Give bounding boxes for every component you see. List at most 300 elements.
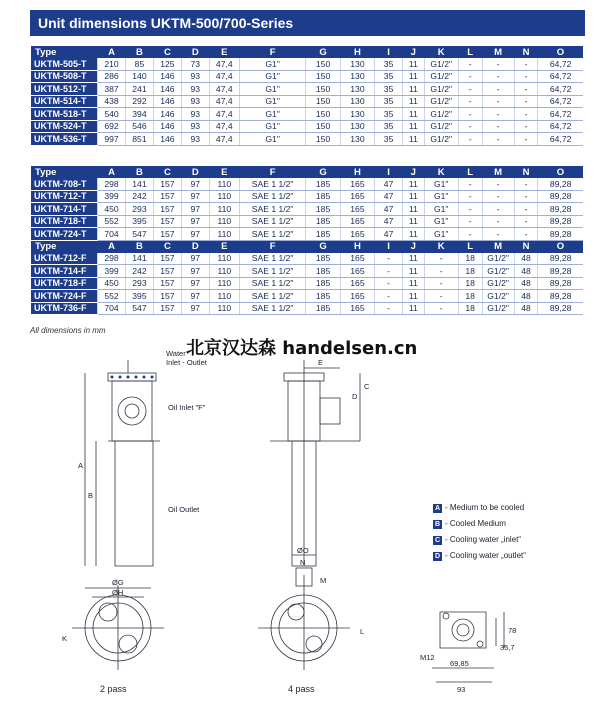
- legend-item-a: [433, 503, 524, 513]
- value-cell: 11: [403, 302, 424, 315]
- value-cell: G1": [424, 203, 458, 216]
- value-cell: 157: [153, 215, 181, 228]
- value-cell: -: [458, 108, 482, 121]
- value-cell: SAE 1 1/2": [239, 253, 306, 265]
- value-cell: 399: [98, 190, 126, 203]
- value-cell: 157: [153, 277, 181, 290]
- value-cell: 185: [306, 228, 340, 241]
- value-cell: 150: [306, 95, 340, 108]
- value-cell: 165: [340, 290, 374, 303]
- value-cell: G1": [239, 83, 306, 96]
- column-header: I: [375, 166, 403, 178]
- value-cell: 552: [98, 290, 126, 303]
- column-header: Type: [31, 240, 98, 253]
- value-cell: 157: [153, 253, 181, 265]
- value-cell: 242: [126, 190, 154, 203]
- value-cell: -: [458, 215, 482, 228]
- column-header: D: [181, 240, 209, 253]
- column-header: H: [340, 166, 374, 178]
- value-cell: 89,28: [538, 203, 583, 216]
- type-cell: UKTM-724-T: [31, 228, 98, 241]
- value-cell: SAE 1 1/2": [239, 178, 306, 190]
- column-header: N: [514, 240, 538, 253]
- dim-m-label: M: [320, 576, 327, 585]
- value-cell: 157: [153, 265, 181, 278]
- column-header: K: [424, 240, 458, 253]
- value-cell: 150: [306, 70, 340, 83]
- value-cell: -: [424, 277, 458, 290]
- dim-6985-label: 69,85: [450, 659, 469, 668]
- column-header: O: [538, 166, 583, 178]
- value-cell: 146: [153, 108, 181, 121]
- column-header: L: [458, 240, 482, 253]
- value-cell: 110: [209, 302, 239, 315]
- column-header: E: [209, 46, 239, 58]
- column-header: F: [239, 240, 306, 253]
- type-cell: UKTM-514-T: [31, 95, 98, 108]
- value-cell: 286: [98, 70, 126, 83]
- value-cell: -: [482, 228, 514, 241]
- value-cell: -: [458, 133, 482, 146]
- type-cell: UKTM-524-T: [31, 120, 98, 133]
- value-cell: 997: [98, 133, 126, 146]
- value-cell: G1/2": [424, 58, 458, 70]
- value-cell: -: [514, 83, 538, 96]
- value-cell: 185: [306, 253, 340, 265]
- value-cell: 35: [375, 95, 403, 108]
- value-cell: -: [482, 83, 514, 96]
- value-cell: 89,28: [538, 190, 583, 203]
- value-cell: 47,4: [209, 83, 239, 96]
- column-header: O: [538, 46, 583, 58]
- column-header: C: [153, 46, 181, 58]
- value-cell: -: [514, 108, 538, 121]
- column-header: G: [306, 240, 340, 253]
- dim-d-label: D: [352, 392, 358, 401]
- value-cell: -: [458, 190, 482, 203]
- value-cell: 140: [126, 70, 154, 83]
- value-cell: 185: [306, 215, 340, 228]
- value-cell: 293: [126, 277, 154, 290]
- value-cell: 110: [209, 215, 239, 228]
- oil-inlet-label: Oil Inlet "F": [168, 403, 206, 412]
- value-cell: 11: [403, 190, 424, 203]
- type-cell: UKTM-718-T: [31, 215, 98, 228]
- value-cell: G1/2": [482, 290, 514, 303]
- value-cell: 110: [209, 178, 239, 190]
- column-header: J: [403, 166, 424, 178]
- value-cell: G1": [424, 228, 458, 241]
- value-cell: 47,4: [209, 120, 239, 133]
- dim-78-label: 78: [508, 626, 517, 635]
- value-cell: 146: [153, 120, 181, 133]
- value-cell: 165: [340, 302, 374, 315]
- column-header: D: [181, 166, 209, 178]
- value-cell: 35: [375, 58, 403, 70]
- value-cell: G1": [239, 70, 306, 83]
- value-cell: 110: [209, 290, 239, 303]
- sae-flange-detail: [440, 612, 486, 648]
- value-cell: 110: [209, 203, 239, 216]
- value-cell: 298: [98, 253, 126, 265]
- value-cell: 394: [126, 108, 154, 121]
- value-cell: 11: [403, 58, 424, 70]
- value-cell: SAE 1 1/2": [239, 203, 306, 216]
- value-cell: 130: [340, 58, 374, 70]
- value-cell: 64,72: [538, 95, 583, 108]
- value-cell: 704: [98, 302, 126, 315]
- value-cell: 150: [306, 83, 340, 96]
- value-cell: 47,4: [209, 95, 239, 108]
- column-header: A: [98, 46, 126, 58]
- value-cell: 185: [306, 277, 340, 290]
- value-cell: 165: [340, 178, 374, 190]
- value-cell: SAE 1 1/2": [239, 277, 306, 290]
- column-header: C: [153, 166, 181, 178]
- value-cell: 146: [153, 70, 181, 83]
- dim-h-label: ØH: [112, 588, 124, 597]
- value-cell: -: [458, 58, 482, 70]
- units-note: All dimensions in mm: [30, 326, 106, 335]
- value-cell: -: [458, 228, 482, 241]
- value-cell: 48: [514, 302, 538, 315]
- value-cell: 146: [153, 83, 181, 96]
- value-cell: G1/2": [424, 133, 458, 146]
- value-cell: 85: [126, 58, 154, 70]
- value-cell: 546: [126, 120, 154, 133]
- dim-n-label: N: [300, 558, 306, 567]
- column-header: M: [482, 166, 514, 178]
- value-cell: G1/2": [424, 70, 458, 83]
- column-header: L: [458, 166, 482, 178]
- value-cell: 11: [403, 228, 424, 241]
- value-cell: 11: [403, 215, 424, 228]
- value-cell: -: [458, 70, 482, 83]
- value-cell: 18: [458, 302, 482, 315]
- value-cell: 130: [340, 108, 374, 121]
- value-cell: 93: [181, 83, 209, 96]
- value-cell: G1": [239, 133, 306, 146]
- value-cell: 395: [126, 290, 154, 303]
- value-cell: -: [458, 120, 482, 133]
- value-cell: 110: [209, 253, 239, 265]
- value-cell: G1": [239, 95, 306, 108]
- value-cell: G1/2": [424, 108, 458, 121]
- value-cell: 165: [340, 228, 374, 241]
- value-cell: -: [424, 290, 458, 303]
- value-cell: G1": [239, 108, 306, 121]
- value-cell: 97: [181, 277, 209, 290]
- value-cell: 73: [181, 58, 209, 70]
- value-cell: 89,28: [538, 215, 583, 228]
- value-cell: SAE 1 1/2": [239, 290, 306, 303]
- value-cell: -: [514, 203, 538, 216]
- oil-outlet-label: Oil Outlet: [168, 505, 200, 514]
- value-cell: -: [514, 215, 538, 228]
- value-cell: 704: [98, 228, 126, 241]
- water-port: [320, 398, 340, 424]
- column-header: N: [514, 166, 538, 178]
- value-cell: 97: [181, 290, 209, 303]
- value-cell: 89,28: [538, 290, 583, 303]
- oil-inlet-flange: [118, 397, 146, 425]
- value-cell: G1": [424, 190, 458, 203]
- column-header: F: [239, 166, 306, 178]
- value-cell: 692: [98, 120, 126, 133]
- value-cell: -: [482, 120, 514, 133]
- section-title: Unit dimensions UKTM-500/700-Series: [30, 10, 585, 36]
- value-cell: G1/2": [424, 120, 458, 133]
- value-cell: 93: [181, 95, 209, 108]
- value-cell: 298: [98, 178, 126, 190]
- value-cell: 11: [403, 277, 424, 290]
- value-cell: 130: [340, 95, 374, 108]
- value-cell: -: [482, 133, 514, 146]
- value-cell: G1": [424, 178, 458, 190]
- legend-text: - Medium to be cooled: [445, 503, 525, 512]
- value-cell: 97: [181, 190, 209, 203]
- value-cell: 293: [126, 203, 154, 216]
- value-cell: 130: [340, 70, 374, 83]
- type-cell: UKTM-724-F: [31, 290, 98, 303]
- value-cell: G1": [424, 215, 458, 228]
- value-cell: -: [482, 70, 514, 83]
- dim-o-label: ØO: [297, 546, 309, 555]
- value-cell: -: [458, 83, 482, 96]
- value-cell: 93: [181, 108, 209, 121]
- value-cell: 241: [126, 83, 154, 96]
- value-cell: 35: [375, 120, 403, 133]
- dim-m12-label: M12: [420, 653, 435, 662]
- value-cell: -: [375, 265, 403, 278]
- value-cell: -: [375, 302, 403, 315]
- column-header: N: [514, 46, 538, 58]
- dim-93-label: 93: [457, 685, 466, 694]
- legend-key: A: [434, 505, 441, 512]
- value-cell: 185: [306, 190, 340, 203]
- value-cell: 130: [340, 120, 374, 133]
- top-flange: [108, 373, 156, 381]
- value-cell: 47: [375, 228, 403, 241]
- value-cell: 11: [403, 120, 424, 133]
- column-header: K: [424, 166, 458, 178]
- value-cell: 450: [98, 203, 126, 216]
- value-cell: 141: [126, 253, 154, 265]
- value-cell: 552: [98, 215, 126, 228]
- value-cell: 97: [181, 203, 209, 216]
- column-header: L: [458, 46, 482, 58]
- value-cell: G1/2": [482, 253, 514, 265]
- value-cell: -: [482, 95, 514, 108]
- value-cell: -: [514, 178, 538, 190]
- column-header: B: [126, 46, 154, 58]
- value-cell: 89,28: [538, 228, 583, 241]
- value-cell: 150: [306, 120, 340, 133]
- value-cell: 185: [306, 265, 340, 278]
- value-cell: 165: [340, 277, 374, 290]
- value-cell: -: [482, 203, 514, 216]
- value-cell: SAE 1 1/2": [239, 190, 306, 203]
- type-cell: UKTM-718-F: [31, 277, 98, 290]
- value-cell: 97: [181, 302, 209, 315]
- column-header: C: [153, 240, 181, 253]
- value-cell: 47,4: [209, 70, 239, 83]
- value-cell: 157: [153, 228, 181, 241]
- value-cell: 11: [403, 95, 424, 108]
- value-cell: 185: [306, 203, 340, 216]
- value-cell: 540: [98, 108, 126, 121]
- value-cell: 89,28: [538, 253, 583, 265]
- value-cell: 18: [458, 253, 482, 265]
- type-cell: UKTM-512-T: [31, 83, 98, 96]
- column-header: H: [340, 46, 374, 58]
- dim-g-label: ØG: [112, 578, 124, 587]
- value-cell: 89,28: [538, 178, 583, 190]
- value-cell: -: [482, 215, 514, 228]
- value-cell: -: [514, 58, 538, 70]
- value-cell: 185: [306, 290, 340, 303]
- type-cell: UKTM-536-T: [31, 133, 98, 146]
- value-cell: -: [482, 58, 514, 70]
- value-cell: G1/2": [424, 83, 458, 96]
- value-cell: -: [458, 95, 482, 108]
- value-cell: 47,4: [209, 133, 239, 146]
- type-cell: UKTM-736-F: [31, 302, 98, 315]
- value-cell: 146: [153, 133, 181, 146]
- value-cell: 97: [181, 215, 209, 228]
- value-cell: 47: [375, 190, 403, 203]
- value-cell: -: [514, 228, 538, 241]
- oil-inlet-bore: [125, 404, 139, 418]
- value-cell: 157: [153, 302, 181, 315]
- value-cell: 97: [181, 253, 209, 265]
- column-header: B: [126, 240, 154, 253]
- value-cell: 438: [98, 95, 126, 108]
- value-cell: 146: [153, 95, 181, 108]
- type-cell: UKTM-714-F: [31, 265, 98, 278]
- value-cell: 157: [153, 190, 181, 203]
- value-cell: 64,72: [538, 83, 583, 96]
- value-cell: 165: [340, 215, 374, 228]
- value-cell: 89,28: [538, 265, 583, 278]
- value-cell: 210: [98, 58, 126, 70]
- value-cell: -: [514, 70, 538, 83]
- value-cell: 547: [126, 228, 154, 241]
- value-cell: 547: [126, 302, 154, 315]
- column-header: M: [482, 46, 514, 58]
- value-cell: 11: [403, 83, 424, 96]
- value-cell: 851: [126, 133, 154, 146]
- value-cell: 165: [340, 203, 374, 216]
- value-cell: -: [482, 178, 514, 190]
- dim-k-label: K: [62, 634, 68, 643]
- legend-key: B: [434, 521, 441, 528]
- legend-text: - Cooling water „outlet“: [445, 551, 526, 560]
- dim-b-label: B: [88, 491, 94, 500]
- value-cell: 150: [306, 133, 340, 146]
- value-cell: 97: [181, 178, 209, 190]
- value-cell: 35: [375, 83, 403, 96]
- column-header: A: [98, 166, 126, 178]
- value-cell: 165: [340, 190, 374, 203]
- value-cell: -: [482, 108, 514, 121]
- column-header: J: [403, 46, 424, 58]
- column-header: M: [482, 240, 514, 253]
- column-header: G: [306, 166, 340, 178]
- type-cell: UKTM-712-F: [31, 253, 98, 265]
- value-cell: 399: [98, 265, 126, 278]
- value-cell: -: [514, 95, 538, 108]
- value-cell: -: [375, 277, 403, 290]
- value-cell: 11: [403, 178, 424, 190]
- value-cell: 48: [514, 265, 538, 278]
- water-label-2: Inlet - Outlet: [166, 358, 207, 367]
- pass-4-label: 4 pass: [288, 684, 315, 694]
- type-cell: UKTM-518-T: [31, 108, 98, 121]
- value-cell: G1/2": [424, 95, 458, 108]
- legend-item-b: [433, 519, 506, 529]
- value-cell: -: [424, 265, 458, 278]
- value-cell: 93: [181, 120, 209, 133]
- column-header: Type: [31, 46, 98, 58]
- value-cell: 292: [126, 95, 154, 108]
- dim-l-label: L: [360, 627, 365, 636]
- value-cell: 110: [209, 190, 239, 203]
- value-cell: SAE 1 1/2": [239, 228, 306, 241]
- value-cell: 93: [181, 133, 209, 146]
- column-header: B: [126, 166, 154, 178]
- value-cell: SAE 1 1/2": [239, 302, 306, 315]
- value-cell: 185: [306, 302, 340, 315]
- value-cell: 130: [340, 133, 374, 146]
- value-cell: 11: [403, 203, 424, 216]
- dim-357-label: 35,7: [500, 643, 515, 652]
- column-header: G: [306, 46, 340, 58]
- value-cell: 185: [306, 178, 340, 190]
- value-cell: 11: [403, 133, 424, 146]
- value-cell: 125: [153, 58, 181, 70]
- value-cell: G1/2": [482, 302, 514, 315]
- value-cell: 18: [458, 277, 482, 290]
- value-cell: 150: [306, 108, 340, 121]
- value-cell: 48: [514, 277, 538, 290]
- value-cell: 47: [375, 215, 403, 228]
- value-cell: 18: [458, 290, 482, 303]
- type-cell: UKTM-708-T: [31, 178, 98, 190]
- value-cell: G1/2": [482, 265, 514, 278]
- value-cell: 110: [209, 265, 239, 278]
- value-cell: 47,4: [209, 58, 239, 70]
- value-cell: 64,72: [538, 70, 583, 83]
- dim-c-label: C: [364, 382, 370, 391]
- water-label: Water: [166, 349, 186, 358]
- value-cell: 35: [375, 108, 403, 121]
- legend-text: - Cooled Medium: [445, 519, 506, 528]
- value-cell: -: [375, 253, 403, 265]
- value-cell: 64,72: [538, 133, 583, 146]
- type-cell: UKTM-505-T: [31, 58, 98, 70]
- value-cell: 97: [181, 265, 209, 278]
- column-header: D: [181, 46, 209, 58]
- value-cell: 18: [458, 265, 482, 278]
- value-cell: 89,28: [538, 302, 583, 315]
- value-cell: SAE 1 1/2": [239, 265, 306, 278]
- value-cell: -: [482, 190, 514, 203]
- value-cell: 141: [126, 178, 154, 190]
- value-cell: 157: [153, 178, 181, 190]
- value-cell: 242: [126, 265, 154, 278]
- value-cell: 64,72: [538, 120, 583, 133]
